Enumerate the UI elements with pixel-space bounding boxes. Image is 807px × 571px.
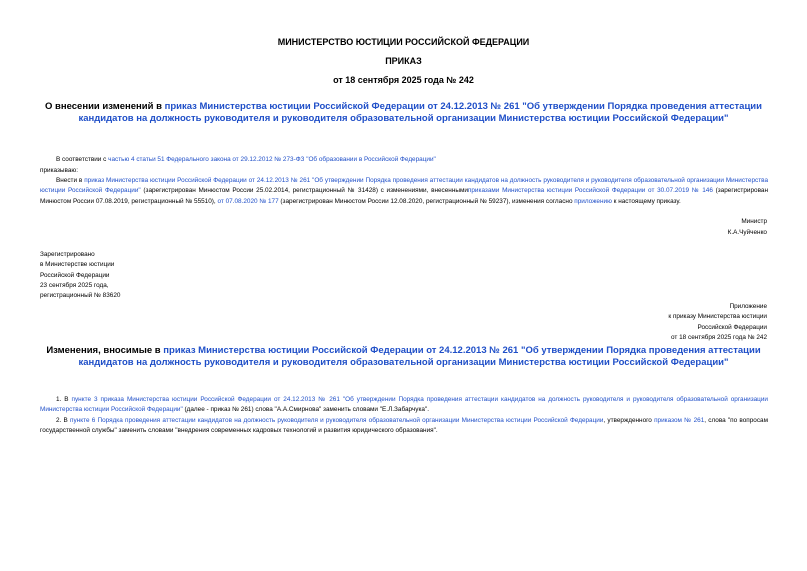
p1-suffix: к настоящему приказу. [611, 197, 681, 205]
item-2 [40, 416, 768, 437]
registration-line-4: 23 сентября 2025 года, [40, 281, 109, 289]
p1-amend-link-1[interactable]: приказами Министерства юстиции Российской Федерации от 30.07.2019 № 146 [467, 187, 713, 195]
p1-mid2: (зарегистрирован Минюстом России 07.08.2019, регистрационный № 55510), [40, 187, 768, 205]
appendix-line-4: от 18 сентября 2025 года № 242 [671, 333, 767, 341]
item-2-mid: , утвержденного [603, 417, 655, 424]
p1-prefix: Внести в [56, 177, 85, 184]
item-1-number: 1. В [56, 396, 72, 403]
appendix-line-2: к приказу Министерства юстиции [668, 313, 767, 321]
registration-line-2: в Министерстве юстиции [40, 261, 115, 269]
signature-position: Министр [741, 218, 767, 225]
appendix-title-link[interactable]: приказ Министерства юстиции Российской Федерации от 24.12.2013 № 261 "Об утверждении Порядка проведения аттестации кандидатов на должность руководителя и руководителя образовательной организации Министерства юстиции Российской Федерации" [78, 345, 761, 368]
p1-amend-link-2[interactable]: от 07.08.2020 № 177 [215, 197, 279, 205]
title-prefix: О внесении изменений в [45, 101, 165, 112]
p1-mid3: (зарегистрирован Минюстом России 12.08.2020, регистрационный № 59237), изменения согласно [278, 197, 575, 205]
signature-name: К.А.Чуйченко [727, 229, 767, 236]
preamble [56, 155, 768, 165]
title-order-link[interactable]: приказ Министерства юстиции Российской Федерации от 24.12.2013 № 261 "Об утверждении Порядка проведения аттестации кандидатов на должность руководителя и руководителя образовательной организации Министерства юстиции Российской Федерации" [78, 101, 762, 124]
appendix-title-prefix: Изменения, вносимые в [46, 345, 164, 356]
appendix-header [668, 302, 767, 343]
p1-mid1: (зарегистрирован Минюстом России 25.02.2014, регистрационный № 31428) с изменениями, внесенными [140, 187, 468, 195]
doc-type-heading: ПРИКАЗ [385, 56, 422, 66]
preamble-law-link[interactable]: частью 4 статьи 51 Федерального закона от 29.12.2012 № 273-ФЗ "Об образовании в Российской Федерации" [108, 156, 436, 163]
registration-block [40, 250, 120, 301]
appendix-title [40, 345, 767, 369]
registration-line-3: Российской Федерации [40, 271, 110, 279]
item-2-text: , слова "по вопросам государственной службы" заменить словами "внедрения современных кадровых технологий и развития юридического образования". [40, 417, 768, 435]
item-2-number: 2. В [56, 417, 71, 424]
item-1-text: (далее - приказ № 261) слова "А.А.Смирнова" заменить словами "Е.Л.Забарчука". [182, 406, 430, 414]
item-2-link-2[interactable]: приказом № 261 [654, 417, 705, 424]
p1-order-link[interactable]: приказ Министерства юстиции Российской Федерации от 24.12.2013 № 261 "Об утверждении Порядка проведения аттестации кандидатов на должность руководителя и руководителя образовательной организации Министерства юстиции Российской Федерации" [40, 177, 769, 195]
p1-appendix-link[interactable]: приложению [574, 197, 612, 205]
document-title [40, 101, 767, 125]
appendix-line-3: Российской Федерации [697, 323, 767, 331]
order-word: приказываю: [40, 167, 78, 174]
registration-line-5: регистрационный № 83620 [40, 292, 121, 300]
main-paragraph [40, 176, 768, 207]
item-1 [40, 395, 768, 416]
doc-date-number: от 18 сентября 2025 года № 242 [333, 75, 474, 85]
preamble-prefix: В соответствии с [56, 156, 109, 163]
ministry-heading: МИНИСТЕРСТВО ЮСТИЦИИ РОССИЙСКОЙ ФЕДЕРАЦИИ [277, 37, 530, 47]
appendix-line-1: Приложение [729, 303, 767, 310]
item-2-link-1[interactable]: пункте 6 Порядка проведения аттестации кандидатов на должность руководителя и руководителя образовательной организации Министерства юстиции Российской Федерации [70, 417, 604, 424]
item-1-link[interactable]: пункте 3 приказа Министерства юстиции Российской Федерации от 24.12.2013 № 261 "Об утверждении Порядка проведения аттестации кандидатов на должность руководителя и руководителя образовательной организации Министерства юстиции Российской Федерации" [40, 396, 768, 414]
registration-line-1: Зарегистрировано [40, 251, 95, 258]
